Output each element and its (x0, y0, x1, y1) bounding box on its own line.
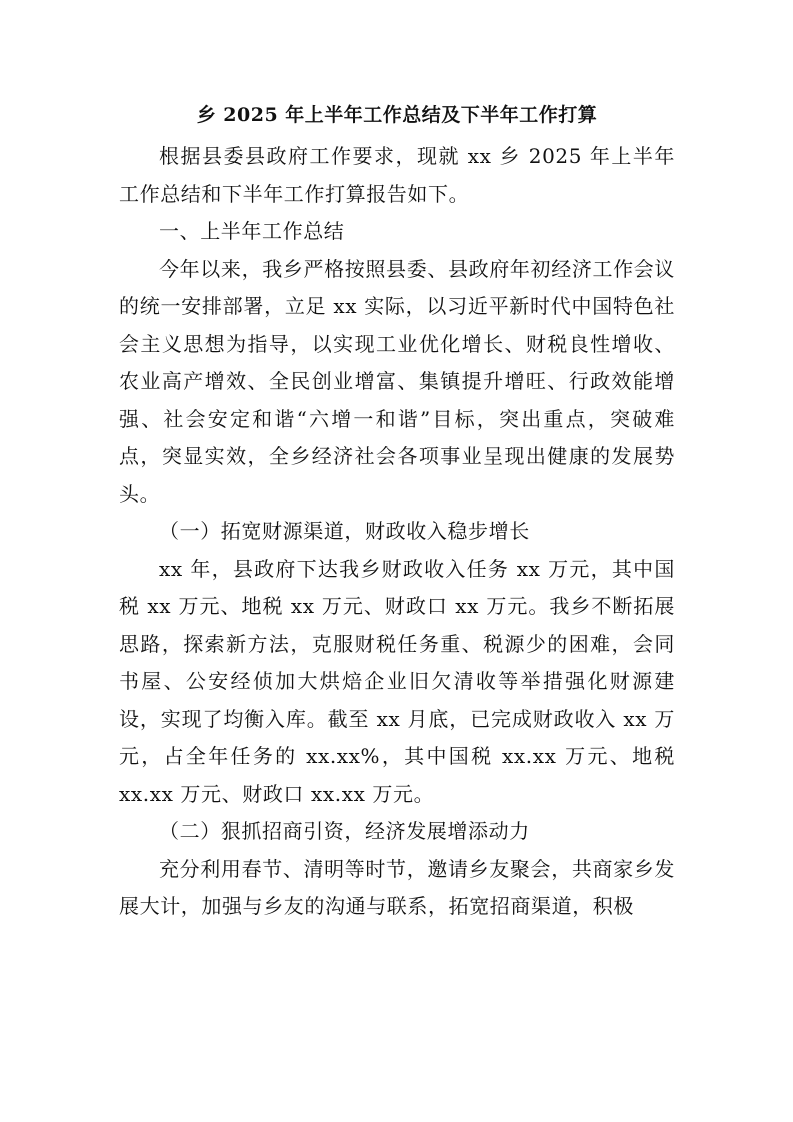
document-body (119, 92, 675, 926)
document-title: 乡 2025 年上半年工作总结及下半年工作打算 (196, 104, 598, 126)
subsection-paragraph-finance: xx 年，县政府下达我乡财政收入任务 xx 万元，其中国税 xx 万元、地税 xx 万元、财政口 xx 万元。我乡不断拓展思路，探索新方法，克服财税任务重、税源少的困难，会同书屋、公安经侦加大烘焙企业旧欠清收等举措强化财源建设，实现了均衡入库。截至 xx 月底，已完成财政收入 xx 万元，占全年任务的 xx.xx%，其中国税 xx.xx 万元、地税 xx.xx 万元、财政口 xx.xx 万元。 (119, 556, 675, 806)
subsection-heading-investment: （二）狠抓招商引资，经济发展增添动力 (159, 819, 530, 843)
intro-paragraph: 根据县委县政府工作要求，现就 xx 乡 2025 年上半年工作总结和下半年工作打算报告如下。 (119, 144, 675, 206)
section-paragraph-overview: 今年以来，我乡严格按照县委、县政府年初经济工作会议的统一安排部署，立足 xx 实际，以习近平新时代中国特色社会主义思想为指导，以实现工业优化增长、财税良性增收、农业高产增效、全民创业增富、集镇提升增旺、行政效能增强、社会安定和谐“六增一和谐”目标，突出重点，突破难点，突显实效，全乡经济社会各项事业呈现出健康的发展势头。 (119, 256, 675, 506)
section-heading-first-half-summary: 一、上半年工作总结 (159, 219, 345, 243)
subsection-heading-finance: （一）拓宽财源渠道，财政收入稳步增长 (159, 519, 530, 543)
subsection-paragraph-investment: 充分利用春节、清明等时节，邀请乡友聚会，共商家乡发展大计，加强与乡友的沟通与联系，拓宽招商渠道，积极 (119, 856, 675, 918)
